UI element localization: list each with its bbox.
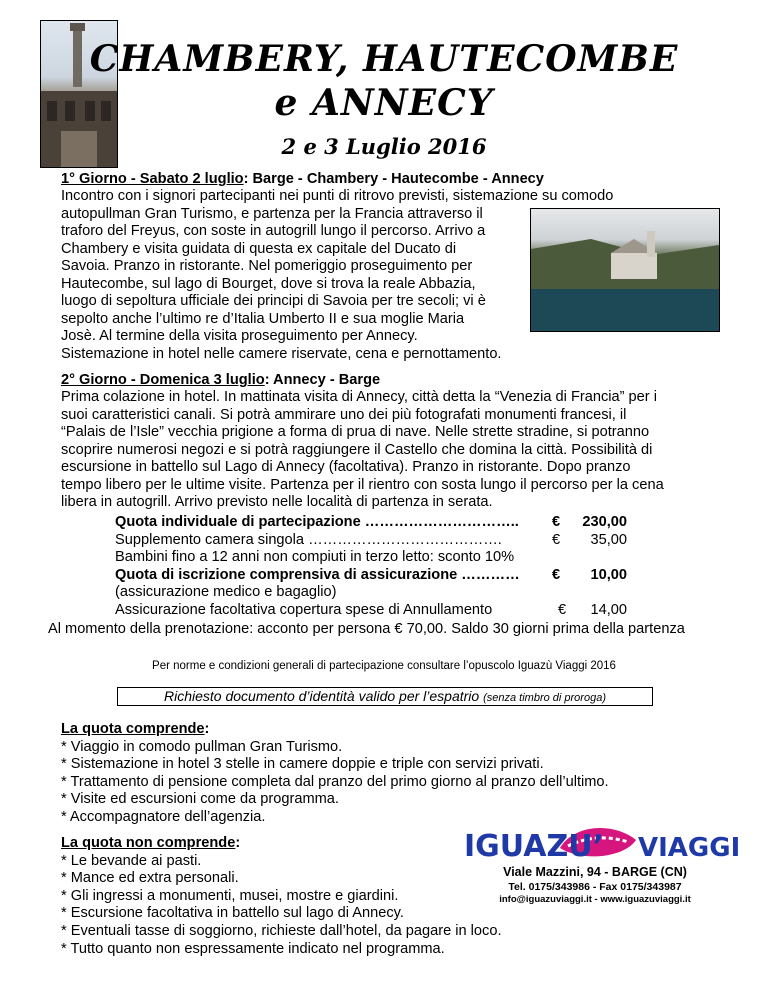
terms-note: Per norme e condizioni generali di partecipazione consultare l’opuscolo Iguazù Viaggi 2016 [152,660,616,672]
list-item: * Le bevande ai pasti. [61,852,202,869]
price-label: Bambini fino a 12 anni non compiuti in terzo letto: sconto 10% [115,549,515,566]
price-row [115,549,635,567]
day2-line: “Palais de l’Isle” vecchia prigione a forma di prua di nave. Nelle strette stradine, si potranno [61,424,650,440]
price-label: Supplemento camera singola …………………………………. [115,531,502,548]
price-label: Quota individuale di partecipazione ………………………….. [115,514,519,530]
price-row [115,584,635,602]
excludes-heading-text: La quota non comprende [61,835,236,851]
trip-dates: 2 e 3 Luglio 2016 [281,134,487,159]
list-item: * Gli ingressi a monumenti, musei, mostre e giardini. [61,887,399,904]
includes-heading: La quota comprende: [61,721,210,737]
logo-brand-left: IGUAZU’ [464,829,604,864]
price-amount: 10,00 [590,566,627,583]
list-item: * Mance ed extra personali. [61,870,239,887]
document-requirement-box [117,687,653,706]
day1-line: Incontro con i signori partecipanti nei punti di ritrovo previsti, sistemazione su comodo [61,188,614,204]
logo-address: Viale Mazzini, 94 - BARGE (CN) [503,865,687,879]
logo-web: info@iguazuviaggi.it - www.iguazuviaggi.it [499,894,691,905]
logo-graphic [464,818,741,910]
price-row [115,514,635,532]
list-item: * Eventuali tasse di soggiorno, richieste dall’hotel, da pagare in loco. [61,922,502,939]
day2-heading-route: : Annecy - Barge [264,372,381,388]
price-row [115,532,635,550]
hautecombe-abbey-photo [530,208,720,332]
list-item: * Viaggio in comodo pullman Gran Turismo. [61,738,343,755]
day1-line: Chambery e visita guidata di questa ex capitale del Ducato di [61,241,457,257]
price-currency: € [552,531,561,548]
day2-line: tempo libero per le ultime visite. Partenza per il rientro con sosta lungo il percorso per la cena [61,477,664,493]
deposit-note: Al momento della prenotazione: acconto per persona € 70,00. Saldo 30 giorni prima della partenza [48,621,685,637]
price-label: (assicurazione medico e bagaglio) [115,584,337,601]
day1-line: sepolto anche l’ultimo re d’Italia Umberto II e sua moglie Maria [61,311,465,327]
day1-line: traforo del Freyus, con soste in autogrill lungo il percorso. Arrivo a [61,223,486,239]
day1-line: Hautecombe, sul lago di Bourget, dove si trova la reale Abbazia, [61,276,476,292]
price-list [115,514,635,620]
list-item: * Trattamento di pensione completa dal pranzo del primo giorno al pranzo dell’ultimo. [61,773,609,790]
list-item: * Tutto quanto non espressamente indicato nel programma. [61,940,445,957]
price-currency: € [552,514,561,530]
list-item: * Accompagnatore dell’agenzia. [61,808,266,825]
includes-heading-text: La quota comprende [61,721,205,737]
logo-phone: Tel. 0175/343986 - Fax 0175/343987 [508,881,682,893]
day1-heading-underlined: 1° Giorno - Sabato 2 luglio [61,171,244,187]
day2-line: libera in autogrill. Arrivo previsto nelle località di partenza in serata. [61,494,493,510]
day1-line: autopullman Gran Turismo, e partenza per la Francia attraverso il [61,206,483,222]
list-item: * Escursione facoltativa in battello sul lago di Annecy. [61,905,404,922]
price-label: Assicurazione facoltativa copertura spese di Annullamento [115,601,493,618]
price-currency: € [558,601,567,618]
day2-line: scoprire numerosi negozi e si potrà raggiungere il Castello che domina la città. Possibilità di [61,442,653,458]
day1-heading [61,171,717,189]
title-line-2: e ANNECY [274,82,494,124]
price-label: Quota di iscrizione comprensiva di assicurazione ………… [115,566,520,583]
list-item: * Sistemazione in hotel 3 stelle in camere doppie e triple con servizi privati. [61,756,544,773]
price-row [115,567,635,585]
list-item: * Visite ed escursioni come da programma. [61,791,339,808]
price-amount: 35,00 [590,531,627,548]
document-requirement-text: Richiesto documento d’identità valido per l’espatrio [164,688,480,704]
day1-line: Sistemazione in hotel nelle camere riservate, cena e pernottamento. [61,346,502,362]
day2-line: suoi caratteristici canali. Si potrà ammirare uno dei più fotografati monumenti francesi, il [61,407,627,423]
logo-brand-right: VIAGGI [638,833,741,863]
day1-line: Josè. Al termine della visita proseguimento per Annecy. [61,328,418,344]
iguazu-viaggi-logo [464,818,741,910]
price-row [115,602,635,620]
day2-line: Prima colazione in hotel. In mattinata visita di Annecy, città detta la “Venezia di Francia” per i [61,389,657,405]
price-amount: 230,00 [582,514,627,530]
title-line-1: CHAMBERY, HAUTECOMBE [89,38,679,80]
price-currency: € [552,566,561,583]
day2-heading-underlined: 2° Giorno - Domenica 3 luglio [61,372,265,388]
day2-line: escursione in battello sul Lago di Annecy (facoltativa). Pranzo in ristorante. Dopo pranzo [61,459,631,475]
includes-list [61,721,721,827]
price-amount: 14,00 [590,601,627,618]
document-requirement-note: (senza timbro di proroga) [483,692,606,704]
excludes-heading: La quota non comprende: [61,835,241,851]
day1-heading-route: : Barge - Chambery - Hautecombe - Annecy [243,171,544,187]
day1-line: luogo di sepoltura ufficiale dei principi di Savoia per tre secoli; vi è [61,293,486,309]
day2-heading [61,372,717,390]
day1-line: Savoia. Pranzo in ristorante. Nel pomeriggio proseguimento per [61,258,473,274]
